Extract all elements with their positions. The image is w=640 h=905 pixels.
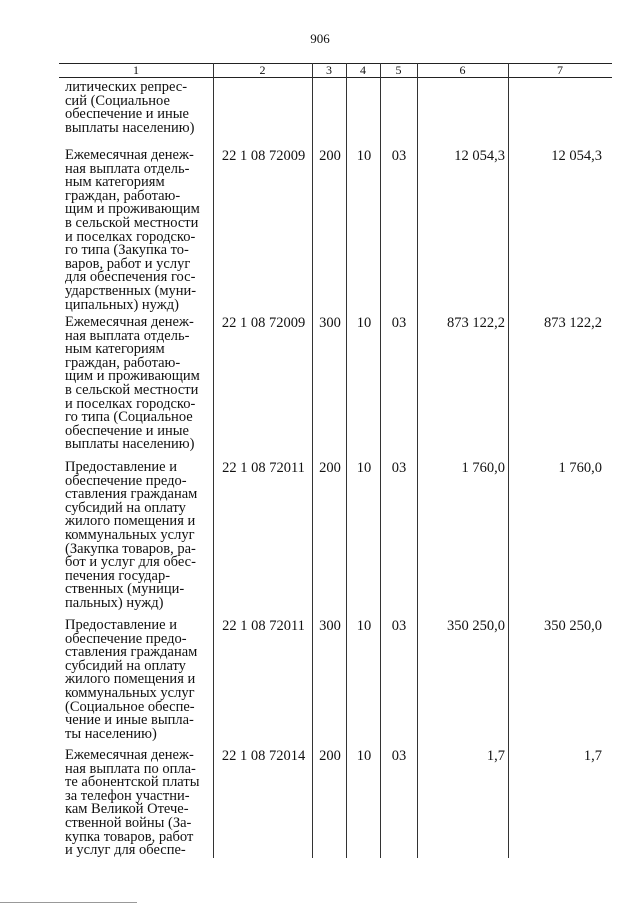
row-col4: 10	[356, 315, 372, 331]
column-divider	[508, 63, 509, 858]
row-code: 22 1 08 72011	[222, 460, 305, 476]
column-header-2: 2	[259, 63, 266, 77]
row-col6: 350 250,0	[447, 618, 505, 634]
row-col7: 350 250,0	[544, 618, 602, 634]
footnote-rule	[0, 902, 137, 903]
row-col4: 10	[356, 618, 372, 634]
page-number: 906	[310, 31, 330, 46]
column-divider	[312, 63, 313, 858]
row-code: 22 1 08 72011	[222, 618, 305, 634]
row-col3: 300	[319, 315, 341, 331]
row-col7: 12 054,3	[551, 148, 602, 164]
row-col3: 200	[319, 460, 341, 476]
row-col5: 03	[391, 148, 407, 164]
column-divider	[417, 63, 418, 858]
row-col7: 1 760,0	[558, 460, 602, 476]
row-col6: 1 760,0	[461, 460, 505, 476]
row-code: 22 1 08 72009	[221, 148, 306, 164]
column-header-4: 4	[360, 63, 366, 77]
row-col3: 300	[319, 618, 341, 634]
row-col6: 12 054,3	[454, 148, 505, 164]
column-divider	[380, 63, 381, 858]
budget-table	[59, 63, 612, 863]
row-col4: 10	[356, 148, 372, 164]
column-header-5: 5	[395, 63, 402, 77]
row-description: литических репрес- сий (Социальное обеспечение и иные выплаты населению)	[65, 79, 195, 136]
row-description: Ежемесячная денеж- ная выплата отдель- ным категориям граждан, работаю- щим и проживающим в сельской местности и поселках городско- го типа (Социальное обеспечение и иные выплаты населению)	[65, 314, 200, 453]
column-divider	[213, 63, 214, 858]
row-col7: 1,7	[583, 748, 602, 764]
row-col7: 873 122,2	[544, 315, 602, 331]
column-header-6: 6	[459, 63, 466, 77]
row-col5: 03	[391, 315, 407, 331]
header-bottom-rule	[59, 77, 612, 78]
row-col3: 200	[319, 748, 341, 764]
column-header-7: 7	[557, 63, 563, 77]
column-divider	[346, 63, 347, 858]
row-col5: 03	[391, 618, 407, 634]
row-col6: 873 122,2	[447, 315, 505, 331]
row-col4: 10	[356, 748, 372, 764]
row-col5: 03	[391, 460, 407, 476]
row-description: Предоставление и обеспечение предо- ставления гражданам субсидий на оплату жилого помещения и коммунальных услуг (Социальное обеспе- чение и иные выпла- ты населению)	[65, 617, 198, 742]
row-description: Предоставление и обеспечение предо- ставления гражданам субсидий на оплату жилого помещения и коммунальных услуг (Закупка товаров, ра- бот и услуг для обес- печения государ- ственных (муници- пальных) нужд)	[65, 459, 198, 611]
column-header-1: 1	[133, 63, 139, 77]
row-col4: 10	[356, 460, 372, 476]
column-header-3: 3	[326, 63, 332, 77]
row-col6: 1,7	[486, 748, 505, 764]
row-col3: 200	[319, 148, 341, 164]
row-code: 22 1 08 72014	[221, 748, 306, 764]
row-description: Ежемесячная денеж- ная выплата отдель- ным категориям граждан, работаю- щим и проживающим в сельской местности и поселках городско- го типа (Закупка то- варов, работ и услуг для обеспечения гос- ударственных (муни- ципальных) нужд)	[65, 147, 200, 313]
row-code: 22 1 08 72009	[221, 315, 306, 331]
row-description: Ежемесячная денеж- ная выплата по опла- те абонентской платы за телефон участни- кам Великой Отече- ственной войны (За- купка товаров, работ и услуг для обеспе-	[65, 747, 200, 859]
row-col5: 03	[391, 748, 407, 764]
